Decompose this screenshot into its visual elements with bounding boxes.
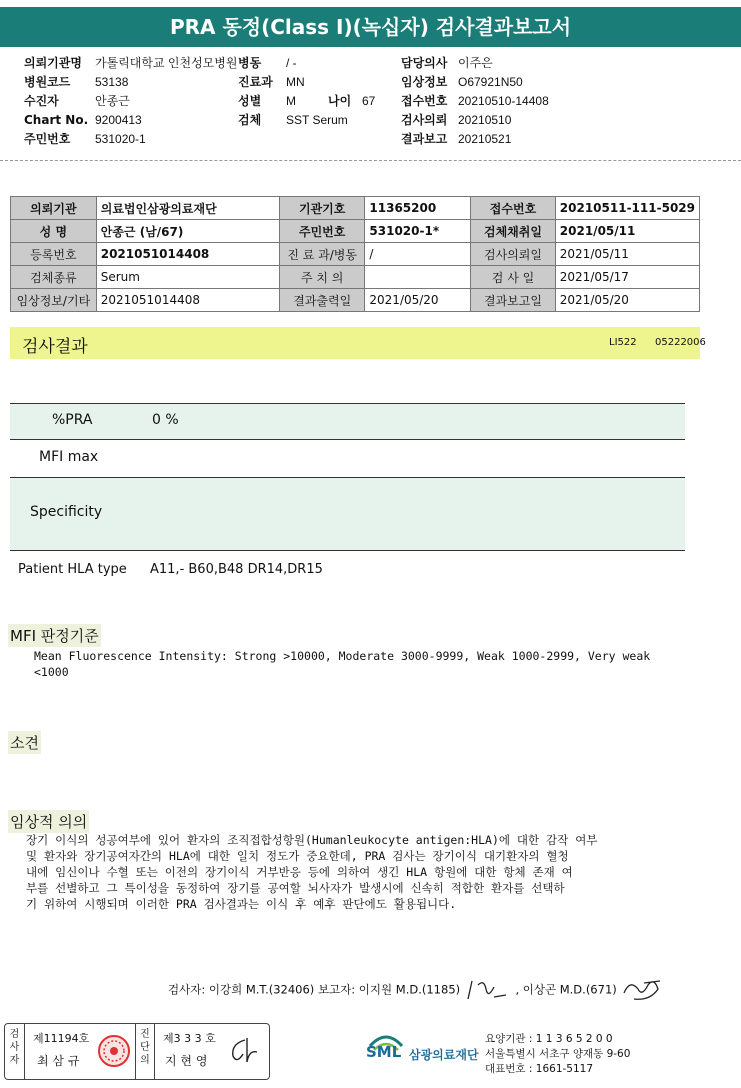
header-label: 주민번호 xyxy=(24,132,71,146)
table-value: 2021/05/11 xyxy=(555,220,699,243)
table-label: 의뢰기관 xyxy=(11,197,97,220)
clinical-line: 부를 선별하고 그 특이성을 동정하여 장기를 공여할 뇌사자가 발생시에 신속히 적합한 환자를 선택하 xyxy=(26,881,565,895)
company-name: 삼광의료재단 xyxy=(409,1048,479,1062)
license-box xyxy=(4,1023,270,1080)
table-value: 2021051014408 xyxy=(96,289,279,312)
reporter-signature-icon xyxy=(464,977,512,1003)
header-value: MN xyxy=(286,75,305,89)
header-label: Chart No. xyxy=(24,113,89,127)
table-value: 2021/05/11 xyxy=(555,243,699,266)
age-value: 67 xyxy=(362,94,376,108)
table-value: 2021/05/17 xyxy=(555,266,699,289)
header-value: O67921N50 xyxy=(458,75,523,89)
header-label: 병동 xyxy=(238,56,262,70)
specificity-label: Specificity xyxy=(30,504,103,520)
age-label: 나이 xyxy=(328,94,352,108)
mfi-max-label: MFI max xyxy=(39,449,99,465)
doctor-label: 진단의 xyxy=(135,1024,155,1079)
footer-info xyxy=(485,1032,630,1077)
header-value: SST Serum xyxy=(286,113,348,127)
header-label: 검사의뢰 xyxy=(401,113,448,127)
table-label: 임상정보/기타 xyxy=(11,289,97,312)
footer-info-line: 서울특별시 서초구 양재동 9-60 xyxy=(485,1048,631,1060)
table-value: Serum xyxy=(96,266,279,289)
table-value: 의료법인삼광의료재단 xyxy=(96,197,279,220)
header-label: 의뢰기관명 xyxy=(24,56,82,70)
header-value: 20210510 xyxy=(458,113,512,127)
mfi-criteria-text xyxy=(34,648,650,680)
reporter-text: 보고자: 이지원 M.D.(1185) xyxy=(317,982,461,997)
header-value: 20210521 xyxy=(458,132,512,146)
header-label: 성별 xyxy=(238,94,262,108)
table-row xyxy=(11,266,700,289)
result-code-1: LI522 xyxy=(609,337,637,348)
examiner-name: 최 삼 규 xyxy=(37,1054,80,1068)
table-row xyxy=(11,220,700,243)
table-label: 주민번호 xyxy=(279,220,364,243)
pra-row xyxy=(10,403,685,440)
table-label: 결과출력일 xyxy=(279,289,364,312)
table-value: 2021051014408 xyxy=(96,243,279,266)
table-value: / xyxy=(365,243,471,266)
header-value: 20210510-14408 xyxy=(458,94,549,108)
doctor-signature-icon xyxy=(227,1036,263,1068)
header-value: 이주은 xyxy=(458,56,493,70)
table-value: 531020-1* xyxy=(365,220,471,243)
footer-info-line: 대표번호 : 1661-5117 xyxy=(485,1063,594,1075)
table-label: 등록번호 xyxy=(11,243,97,266)
examiner-license-no: 제11194호 xyxy=(33,1032,90,1045)
table-label: 결과보고일 xyxy=(471,289,556,312)
mfi-criteria-line: <1000 xyxy=(34,665,69,679)
table-label: 진 료 과/병동 xyxy=(279,243,364,266)
clinical-text xyxy=(26,832,597,912)
mfi-criteria-line: Mean Fluorescence Intensity: Strong >10000, Moderate 3000-9999, Weak 1000-2999, Very weak xyxy=(34,649,651,663)
table-value: 11365200 xyxy=(365,197,471,220)
hla-type-label: Patient HLA type xyxy=(18,562,127,577)
examiner-text: 검사자: 이강희 M.T.(32406) xyxy=(168,982,315,997)
doctor-license-no: 제3 3 3 호 xyxy=(163,1032,216,1045)
table-value: 2021/05/20 xyxy=(555,289,699,312)
mfi-criteria-heading: MFI 판정기준 xyxy=(8,624,101,647)
header-label: 검체 xyxy=(238,113,262,127)
hla-type-value: A11,- B60,B48 DR14,DR15 xyxy=(150,562,323,577)
clinical-heading: 임상적 의의 xyxy=(8,810,89,833)
report-title: PRA 동정(Class I)(녹십자) 검사결과보고서 xyxy=(0,7,741,47)
header-value: / - xyxy=(286,56,297,70)
clinical-line: 및 환자와 장기공여자간의 HLA에 대한 일치 정도가 중요한데, PRA 검사는 장기이식 대기환자의 혈청 xyxy=(26,849,569,863)
table-label: 주 치 의 xyxy=(279,266,364,289)
header-value: 안종근 xyxy=(95,94,130,108)
header-col-2 xyxy=(238,54,375,130)
header-value: 531020-1 xyxy=(95,132,146,146)
result-section-bar xyxy=(10,327,706,359)
result-heading: 검사결과 xyxy=(22,337,88,357)
table-label: 검체종류 xyxy=(11,266,97,289)
header-col-1 xyxy=(24,54,237,149)
result-code-2: 05222006 xyxy=(655,337,706,348)
table-value xyxy=(365,266,471,289)
sml-logo-text: SML xyxy=(366,1043,402,1061)
pra-value: 0 % xyxy=(152,412,179,428)
header-label: 진료과 xyxy=(238,75,273,89)
table-value: 20210511-111-5029 xyxy=(555,197,699,220)
mfi-row xyxy=(10,439,685,476)
info-table xyxy=(10,196,700,312)
header-label: 결과보고 xyxy=(401,132,448,146)
header-value: 가톨릭대학교 인천성모병원 xyxy=(95,56,238,70)
table-row xyxy=(11,289,700,312)
header-value: 9200413 xyxy=(95,113,142,127)
table-row xyxy=(11,243,700,266)
pra-label: %PRA xyxy=(52,412,93,428)
signature-line xyxy=(168,975,664,1005)
table-label: 검사의뢰일 xyxy=(471,243,556,266)
header-label: 임상정보 xyxy=(401,75,448,89)
table-value: 안종근 (남/67) xyxy=(96,220,279,243)
examiner-seal-icon xyxy=(97,1034,131,1068)
dashed-divider xyxy=(0,160,741,161)
table-value: 2021/05/20 xyxy=(365,289,471,312)
examiner-label: 검사자 xyxy=(5,1024,25,1079)
header-value: M xyxy=(286,94,296,108)
doctor2-signature-icon xyxy=(620,975,664,1005)
table-label: 검 사 일 xyxy=(471,266,556,289)
clinical-line: 내에 임신이나 수혈 또는 이전의 장기이식 거부반응 등에 의하여 생긴 HLA 항원에 대한 항체 존재 여 xyxy=(26,865,573,879)
header-col-3 xyxy=(401,54,549,149)
doctor2-text: , 이상곤 M.D.(671) xyxy=(515,982,617,997)
header-label: 담당의사 xyxy=(401,56,448,70)
header-value: 53138 xyxy=(95,75,129,89)
table-label: 검체채취일 xyxy=(471,220,556,243)
specificity-row xyxy=(10,477,685,551)
table-label: 성 명 xyxy=(11,220,97,243)
doctor-name: 지 현 영 xyxy=(165,1054,208,1068)
header-label: 수진자 xyxy=(24,94,59,108)
header-label: 접수번호 xyxy=(401,94,448,108)
header-label: 병원코드 xyxy=(24,75,71,89)
table-row xyxy=(11,197,700,220)
clinical-line: 기 위하여 시행되며 이러한 PRA 검사결과는 이식 후 예후 판단에도 활용됩니다. xyxy=(26,897,457,911)
footer-info-line: 요양기관 : 1 1 3 6 5 2 0 0 xyxy=(485,1033,613,1045)
table-label: 기관기호 xyxy=(279,197,364,220)
table-label: 접수번호 xyxy=(471,197,556,220)
clinical-line: 장기 이식의 성공여부에 있어 환자의 조직접합성항원(Humanleukocyte antigen:HLA)에 대한 감작 여부 xyxy=(26,833,598,847)
opinion-heading: 소견 xyxy=(8,731,41,754)
